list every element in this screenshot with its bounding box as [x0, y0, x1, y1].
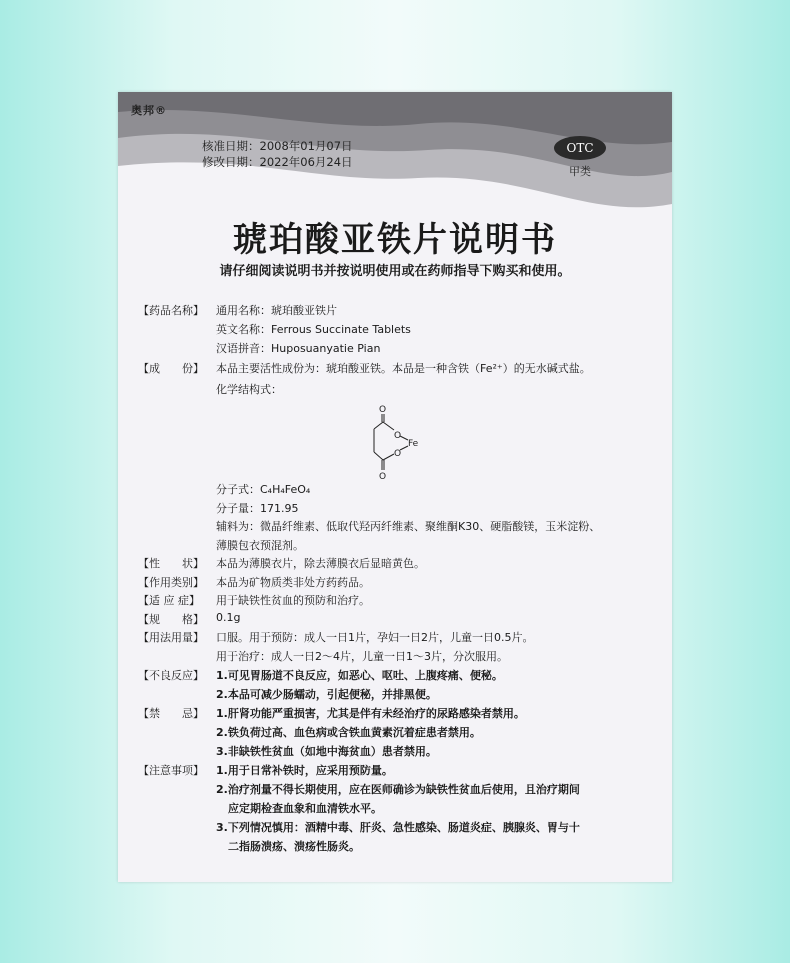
label-composition: 【成 份】	[138, 362, 204, 375]
approval-date: 核准日期：2008年01月07日	[202, 139, 353, 153]
contraindication-item-3: 3.非缺铁性贫血（如地中海贫血）患者禁用。	[216, 745, 437, 758]
precaution-item-3a: 3.下列情况慎用：酒精中毒、肝炎、急性感染、肠道炎症、胰腺炎、胃与十	[216, 821, 580, 834]
contraindication-item-2: 2.铁负荷过高、血色病或含铁血黄素沉着症患者禁用。	[216, 726, 481, 739]
usage-line-2: 用于治疗：成人一日2～4片，儿童一日1～3片，分次服用。	[216, 650, 508, 663]
generic-name: 通用名称：琥珀酸亚铁片	[216, 304, 337, 317]
contraindication-item-1: 1.肝肾功能严重损害，尤其是伴有未经治疗的尿路感染者禁用。	[216, 707, 525, 720]
precaution-item-2b: 应定期检查血象和血清铁水平。	[228, 802, 382, 815]
revision-date: 修改日期：2022年06月24日	[202, 155, 353, 169]
precaution-item-3b: 二指肠溃疡、溃疡性肠炎。	[228, 840, 360, 853]
label-category: 【作用类别】	[138, 576, 204, 589]
label-drug-name: 【药品名称】	[138, 304, 204, 317]
document-title: 琥珀酸亚铁片说明书	[233, 220, 557, 260]
properties-text: 本品为薄膜衣片，除去薄膜衣后显暗黄色。	[216, 557, 425, 570]
category-text: 本品为矿物质类非处方药药品。	[216, 576, 370, 589]
struct-atom-fe: Fe	[408, 439, 419, 449]
adverse-item-2: 2.本品可减少肠蠕动，引起便秘，并排黑便。	[216, 688, 437, 701]
label-adverse-reactions: 【不良反应】	[138, 669, 204, 682]
adverse-item-1: 1.可见胃肠道不良反应，如恶心、呕吐、上腹疼痛、便秘。	[216, 669, 503, 682]
usage-line-1: 口服。用于预防：成人一日1片，孕妇一日2片，儿童一日0.5片。	[216, 631, 534, 644]
label-specification: 【规 格】	[138, 613, 204, 626]
precaution-item-1: 1.用于日常补铁时，应采用预防量。	[216, 764, 393, 777]
struct-atom-o3: O	[394, 449, 402, 459]
struct-atom-o1: O	[379, 405, 387, 415]
pinyin-name: 汉语拼音：Huposuanyatie Pian	[216, 342, 381, 355]
specification-text: 0.1g	[216, 611, 241, 624]
document-subtitle: 请仔细阅读说明书并按说明使用或在药师指导下购买和使用。	[219, 264, 571, 279]
otc-badge: OTC	[554, 136, 606, 160]
precaution-item-2a: 2.治疗剂量不得长期使用，应在医师确诊为缺铁性贫血后使用，且治疗期间	[216, 783, 580, 796]
otc-class-label: 甲类	[569, 165, 591, 178]
molecular-formula: 分子式：C₄H₄FeO₄	[216, 483, 311, 496]
molecular-weight: 分子量：171.95	[216, 502, 299, 515]
struct-atom-o2: O	[394, 431, 402, 441]
english-name: 英文名称：Ferrous Succinate Tablets	[216, 323, 411, 336]
label-usage: 【用法用量】	[138, 631, 204, 644]
label-properties: 【性 状】	[138, 557, 204, 570]
composition-main: 本品主要活性成份为：琥珀酸亚铁。本品是一种含铁（Fe²⁺）的无水碱式盐。	[216, 362, 591, 375]
brand-logo: 奥邦®	[131, 104, 167, 117]
structure-label: 化学结构式：	[216, 383, 282, 396]
indications-text: 用于缺铁性贫血的预防和治疗。	[216, 594, 370, 607]
leaflet-sheet	[118, 92, 672, 882]
label-indications: 【适 应 症】	[138, 594, 200, 607]
excipients-line-2: 薄膜包衣预混剂。	[216, 539, 304, 552]
struct-atom-o4: O	[379, 472, 387, 482]
excipients-line-1: 辅料为：微晶纤维素、低取代羟丙纤维素、聚维酮K30、硬脂酸镁，玉米淀粉、	[216, 520, 601, 533]
chemical-structure-diagram	[368, 402, 448, 492]
label-contraindications: 【禁 忌】	[138, 707, 204, 720]
label-precautions: 【注意事项】	[138, 764, 204, 777]
